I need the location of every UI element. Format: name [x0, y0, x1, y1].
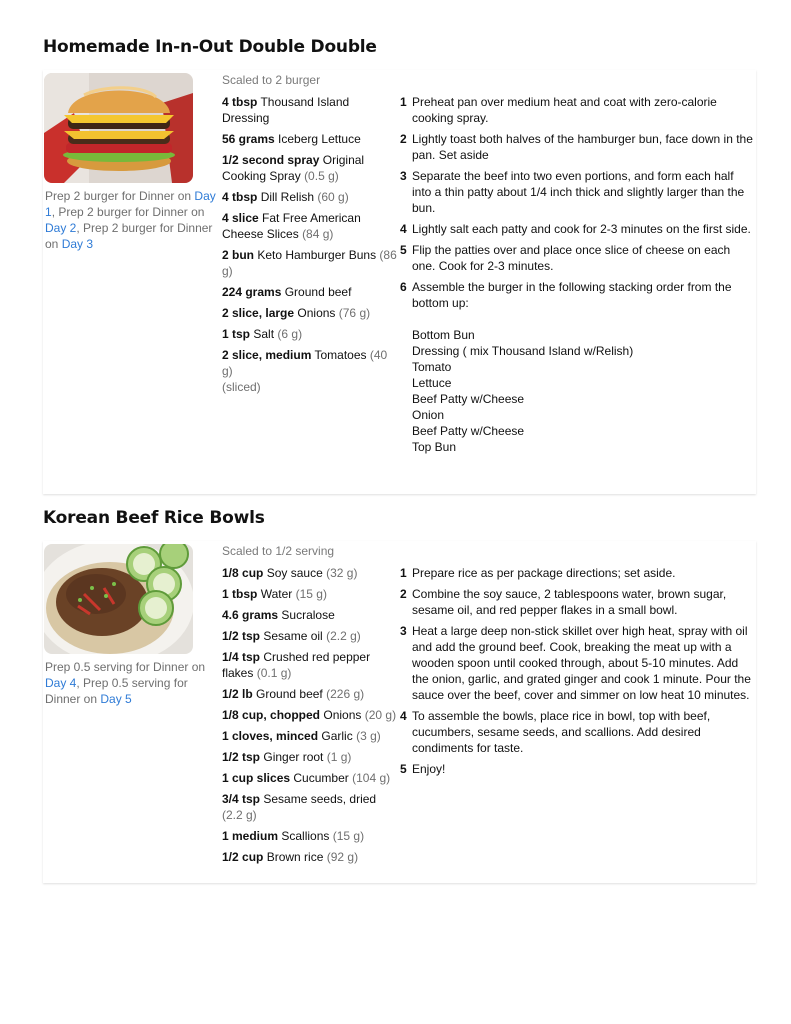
ingredient-item	[222, 247, 398, 279]
step-text: Lightly toast both halves of the hamburger bun, face down in the pan. Set aside	[412, 132, 753, 162]
step-text: Prepare rice as per package directions; set aside.	[412, 566, 676, 580]
ingredient-item	[222, 284, 398, 300]
ingredient-quantity: 1 tsp	[222, 327, 251, 341]
ingredient-name: Onions	[323, 708, 362, 722]
step-number: 3	[400, 169, 407, 183]
step-text: Combine the soy sauce, 2 tablespoons water, brown sugar, sesame oil, and red pepper flakes in a small bowl.	[412, 587, 727, 617]
plan-note-text: Prep 0.5 serving for Dinner on	[45, 660, 206, 674]
ingredient-name: Sesame oil	[263, 629, 323, 643]
recipe-card	[43, 541, 756, 883]
step-number: 1	[400, 95, 407, 109]
ingredient-quantity: 4.6 grams	[222, 608, 279, 622]
ingredient-name: Dill Relish	[260, 190, 315, 204]
ingredient-item	[222, 94, 398, 126]
scaled-to-label: Scaled to 2 burger	[222, 73, 321, 87]
plan-note-text: , Prep 2 burger for Dinner on	[45, 221, 213, 251]
step-text: Preheat pan over medium heat and coat with zero-calorie cooking spray.	[412, 95, 717, 125]
ingredient-quantity: 2 bun	[222, 248, 254, 262]
ingredient-quantity: 3/4 tsp	[222, 792, 261, 806]
recipe-card	[43, 70, 756, 494]
plan-note-text: , Prep 2 burger for Dinner on	[51, 205, 205, 219]
ingredient-name: Salt	[253, 327, 275, 341]
ingredient-name: Crushed red pepper flakes	[222, 650, 371, 680]
step-number: 1	[400, 566, 407, 580]
ingredient-item	[222, 152, 398, 184]
ingredient-item	[222, 791, 398, 823]
ingredient-name: Tomatoes	[314, 348, 367, 362]
direction-step	[400, 221, 756, 237]
ingredient-quantity: 224 grams	[222, 285, 282, 299]
ingredient-quantity: 4 tbsp	[222, 190, 258, 204]
ingredient-weight: (15 g)	[332, 829, 365, 843]
step-text: Assemble the burger in the following stacking order from the bottom up:	[412, 280, 732, 310]
plan-note-text: Prep 2 burger for Dinner on	[45, 189, 195, 203]
step-line: Beef Patty w/Cheese	[412, 392, 525, 406]
step-text: Flip the patties over and place once slice of cheese on each one. Cook for 2-3 minutes.	[412, 243, 731, 273]
ingredient-name: Thousand Island Dressing	[222, 95, 350, 125]
step-number: 4	[400, 222, 407, 236]
ingredient-weight: (15 g)	[295, 587, 327, 601]
ingredient-name: Sucralose	[281, 608, 335, 622]
step-text: To assemble the bowls, place rice in bowl, top with beef, cucumbers, sesame seeds, and scallions. Add desired condiments for taste.	[412, 709, 711, 755]
step-line: Bottom Bun	[412, 328, 475, 342]
ingredient-name: Sesame seeds, dried	[263, 792, 377, 806]
ingredient-quantity: 1 cloves, minced	[222, 729, 319, 743]
ingredient-weight: (32 g)	[326, 566, 358, 580]
ingredient-weight: (60 g)	[317, 190, 349, 204]
korean-beef-rice-bowl-photo	[44, 544, 193, 654]
recipe-title: Korean Beef Rice Bowls	[43, 508, 265, 528]
direction-step	[400, 168, 756, 216]
step-text: Heat a large deep non-stick skillet over high heat, spray with oil and add the ground beef. Cook, breaking the meat up with a wooden spoon until cooked through, about 5-10 minutes. Add the onion, garlic, and grated ginger and cook 1 minute. Pour the sauce over the beef, cover and simmer on low heat 10 minutes.	[412, 624, 751, 702]
step-number: 2	[400, 587, 407, 601]
direction-step	[400, 623, 756, 703]
ingredient-note: (sliced)	[222, 380, 261, 394]
ingredient-item	[222, 770, 398, 786]
directions-list	[400, 565, 756, 782]
meal-plan-note	[45, 659, 221, 707]
ingredient-weight: (6 g)	[277, 327, 303, 341]
direction-step	[400, 242, 756, 274]
direction-step	[400, 565, 756, 581]
ingredient-quantity: 1/8 cup	[222, 566, 264, 580]
ingredient-quantity: 1/8 cup, chopped	[222, 708, 321, 722]
ingredient-weight: (84 g)	[302, 227, 334, 241]
step-number: 2	[400, 132, 407, 146]
step-number: 3	[400, 624, 407, 638]
ingredient-name: Garlic	[321, 729, 353, 743]
ingredient-name: Scallions	[281, 829, 330, 843]
ingredient-item	[222, 565, 398, 581]
ingredient-quantity: 1/2 second spray	[222, 153, 320, 167]
ingredient-name: Keto Hamburger Buns	[257, 248, 377, 262]
ingredient-weight: (40 g)	[222, 348, 388, 378]
ingredient-item	[222, 686, 398, 702]
step-line: Tomato	[412, 360, 452, 374]
direction-step	[400, 94, 756, 126]
step-number: 6	[400, 280, 407, 294]
step-line: Top Bun	[412, 440, 457, 454]
ingredient-name: Cucumber	[293, 771, 349, 785]
ingredient-item	[222, 728, 398, 744]
ingredient-weight: (86 g)	[222, 248, 397, 278]
ingredient-item	[222, 828, 398, 844]
ingredient-item	[222, 189, 398, 205]
direction-step	[400, 131, 756, 163]
ingredient-weight: (20 g)	[364, 708, 397, 722]
ingredient-weight: (0.1 g)	[256, 666, 292, 680]
day-link[interactable]: Day 1	[45, 189, 216, 219]
ingredient-quantity: 1 medium	[222, 829, 279, 843]
scaled-to-label: Scaled to 1/2 serving	[222, 544, 335, 558]
ingredient-name: Ground beef	[284, 285, 352, 299]
ingredient-weight: (0.5 g)	[304, 169, 339, 183]
day-link[interactable]: Day 5	[100, 692, 132, 706]
ingredient-quantity: 1/2 lb	[222, 687, 253, 701]
ingredient-item	[222, 305, 398, 321]
ingredient-item	[222, 607, 398, 623]
step-line: Beef Patty w/Cheese	[412, 424, 525, 438]
ingredient-quantity: 1 cup slices	[222, 771, 291, 785]
ingredient-item	[222, 586, 398, 602]
double-double-burger-photo	[44, 73, 193, 183]
ingredient-quantity: 56 grams	[222, 132, 275, 146]
ingredient-quantity: 1/4 tsp	[222, 650, 261, 664]
direction-step	[400, 279, 756, 455]
step-text: Lightly salt each patty and cook for 2-3 minutes on the first side.	[412, 222, 751, 236]
ingredient-weight: (92 g)	[326, 850, 359, 864]
ingredient-weight: (226 g)	[326, 687, 365, 701]
step-spacer	[412, 311, 756, 327]
step-text: Separate the beef into two even portions, and form each half into a thin patty about 1/4 inch thick and slightly larger than the bun.	[412, 169, 745, 215]
ingredient-name: Fat Free American Cheese Slices	[222, 211, 361, 241]
ingredient-quantity: 1/2 tsp	[222, 750, 261, 764]
ingredient-name: Ground beef	[256, 687, 323, 701]
direction-step	[400, 586, 756, 618]
day-link[interactable]: Day 4	[45, 676, 77, 690]
ingredient-item	[222, 628, 398, 644]
day-link[interactable]: Day 3	[61, 237, 94, 251]
ingredient-weight: (3 g)	[356, 729, 381, 743]
ingredient-weight: (1 g)	[326, 750, 352, 764]
ingredient-item	[222, 347, 398, 395]
ingredient-name: Water	[260, 587, 293, 601]
direction-step	[400, 761, 756, 777]
ingredient-quantity: 1 tbsp	[222, 587, 258, 601]
ingredient-name: Brown rice	[266, 850, 324, 864]
ingredient-weight: (2.2 g)	[326, 629, 361, 643]
day-link[interactable]: Day 2	[45, 221, 77, 235]
ingredient-name: Iceberg Lettuce	[278, 132, 361, 146]
step-line: Lettuce	[412, 376, 452, 390]
ingredient-quantity: 1/2 tsp	[222, 629, 261, 643]
ingredient-quantity: 4 slice	[222, 211, 259, 225]
step-line: Dressing ( mix Thousand Island w/Relish)	[412, 344, 634, 358]
step-number: 5	[400, 762, 407, 776]
ingredient-quantity: 2 slice, large	[222, 306, 295, 320]
ingredient-weight: (104 g)	[352, 771, 391, 785]
ingredient-name: Ginger root	[263, 750, 324, 764]
direction-step	[400, 708, 756, 756]
step-number: 4	[400, 709, 407, 723]
ingredient-name: Original Cooking Spray	[222, 153, 365, 183]
ingredient-name: Soy sauce	[266, 566, 323, 580]
ingredient-quantity: 2 slice, medium	[222, 348, 312, 362]
step-text: Enjoy!	[412, 762, 446, 776]
ingredient-weight: (2.2 g)	[222, 808, 257, 822]
ingredient-weight: (76 g)	[338, 306, 371, 320]
recipe-title: Homemade In-n-Out Double Double	[43, 37, 377, 57]
ingredient-item	[222, 707, 398, 723]
ingredient-list	[222, 94, 398, 400]
step-line: Onion	[412, 408, 445, 422]
ingredient-item	[222, 849, 398, 865]
directions-list	[400, 94, 756, 460]
ingredient-quantity: 1/2 cup	[222, 850, 264, 864]
ingredient-name: Onions	[297, 306, 336, 320]
ingredient-quantity: 4 tbsp	[222, 95, 258, 109]
meal-plan-note	[45, 188, 221, 252]
ingredient-item	[222, 326, 398, 342]
ingredient-item	[222, 210, 398, 242]
ingredient-item	[222, 749, 398, 765]
ingredient-list	[222, 565, 398, 870]
ingredient-item	[222, 131, 398, 147]
step-number: 5	[400, 243, 407, 257]
plan-note-text: , Prep 0.5 serving for Dinner on	[45, 676, 188, 706]
ingredient-item	[222, 649, 398, 681]
